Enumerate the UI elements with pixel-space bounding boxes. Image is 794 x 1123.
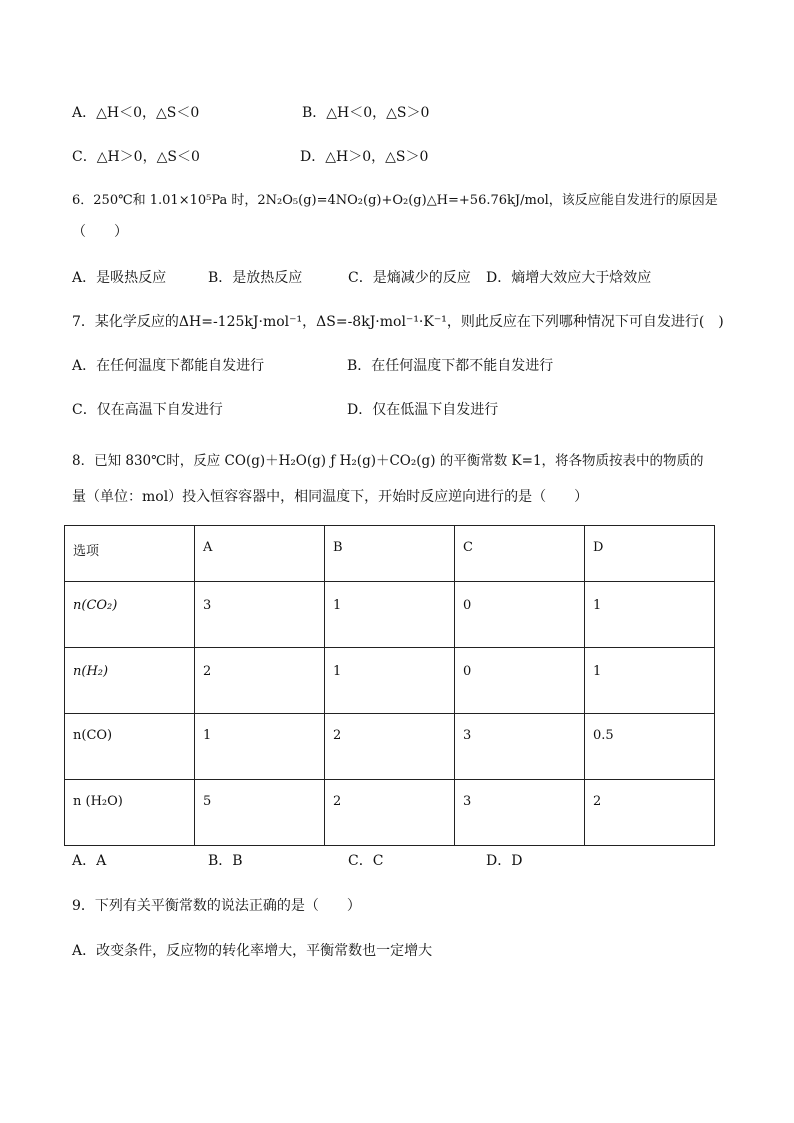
q7-stem: 7．某化学反应的ΔH=-125kJ·mol⁻¹，ΔS=-8kJ·mol⁻¹·K⁻¹，则此反应在下列哪种情况下可自发进行( ) <box>72 314 724 330</box>
table-cell: 1 <box>325 648 455 714</box>
table-cell: 2 <box>325 780 455 846</box>
q8-option-b: B．B <box>208 853 243 869</box>
table-cell: D <box>585 526 715 582</box>
q7-option-d: D．仅在低温下自发进行 <box>347 402 499 418</box>
table-cell: 0 <box>455 582 585 648</box>
table-cell: 1 <box>585 582 715 648</box>
q6-option-a: A．是吸热反应 <box>72 270 167 286</box>
table-cell: 2 <box>195 648 325 714</box>
q9-stem: 9．下列有关平衡常数的说法正确的是（ ） <box>72 898 361 914</box>
q5-option-d: D．△H＞0，△S＞0 <box>300 149 429 165</box>
table-cell: 3 <box>455 714 585 780</box>
table-cell: 3 <box>455 780 585 846</box>
table-cell: 1 <box>325 582 455 648</box>
q8-stem-line2: 量（单位：mol）投入恒容容器中，相同温度下，开始时反应逆向进行的是（ ） <box>72 489 589 505</box>
q5-option-b: B．△H＜0，△S＞0 <box>302 105 430 121</box>
table-row <box>65 714 715 780</box>
table-cell: n (H₂O) <box>65 780 195 846</box>
q8-table <box>64 525 715 846</box>
table-cell: 0 <box>455 648 585 714</box>
q8-option-d: D．D <box>486 853 523 869</box>
table-row <box>65 780 715 846</box>
q8-stem-line1: 8．已知 830℃时，反应 CO(g)＋H₂O(g) ƒ H₂(g)＋CO₂(g) 的平衡常数 K=1，将各物质按表中的物质的 <box>72 453 704 469</box>
q6-option-d: D．熵增大效应大于焓效应 <box>486 270 652 286</box>
table-header-row <box>65 526 715 582</box>
q7-option-b: B．在任何温度下都不能自发进行 <box>347 358 554 374</box>
q7-option-c: C．仅在高温下自发进行 <box>72 402 223 418</box>
table-cell: 2 <box>325 714 455 780</box>
table-cell: n(CO₂) <box>65 582 195 648</box>
table-cell: B <box>325 526 455 582</box>
table-cell: 1 <box>195 714 325 780</box>
q5-option-c: C．△H＞0，△S＜0 <box>72 149 200 165</box>
table-cell: 3 <box>195 582 325 648</box>
table-row <box>65 648 715 714</box>
table-cell: n(CO) <box>65 714 195 780</box>
table-cell: A <box>195 526 325 582</box>
q5-option-a: A．△H＜0，△S＜0 <box>72 105 200 121</box>
table-cell: 1 <box>585 648 715 714</box>
table-cell: C <box>455 526 585 582</box>
q8-option-c: C．C <box>348 853 384 869</box>
q6-paren: （ ） <box>72 224 128 240</box>
q9-option-a: A．改变条件，反应物的转化率增大，平衡常数也一定增大 <box>72 943 433 959</box>
table-cell: 5 <box>195 780 325 846</box>
q6-option-c: C．是熵减少的反应 <box>348 270 471 286</box>
table-cell: 选项 <box>65 526 195 582</box>
table-row <box>65 582 715 648</box>
q7-option-a: A．在任何温度下都能自发进行 <box>72 358 265 374</box>
q6-option-b: B．是放热反应 <box>208 270 303 286</box>
table-cell: 2 <box>585 780 715 846</box>
table-cell: n(H₂) <box>65 648 195 714</box>
table-cell: 0.5 <box>585 714 715 780</box>
q8-option-a: A．A <box>72 853 107 869</box>
q6-stem: 6．250℃和 1.01×10⁵Pa 时，2N₂O₅(g)=4NO₂(g)+O₂(g)△H=+56.76kJ/mol，该反应能自发进行的原因是 <box>72 193 718 208</box>
